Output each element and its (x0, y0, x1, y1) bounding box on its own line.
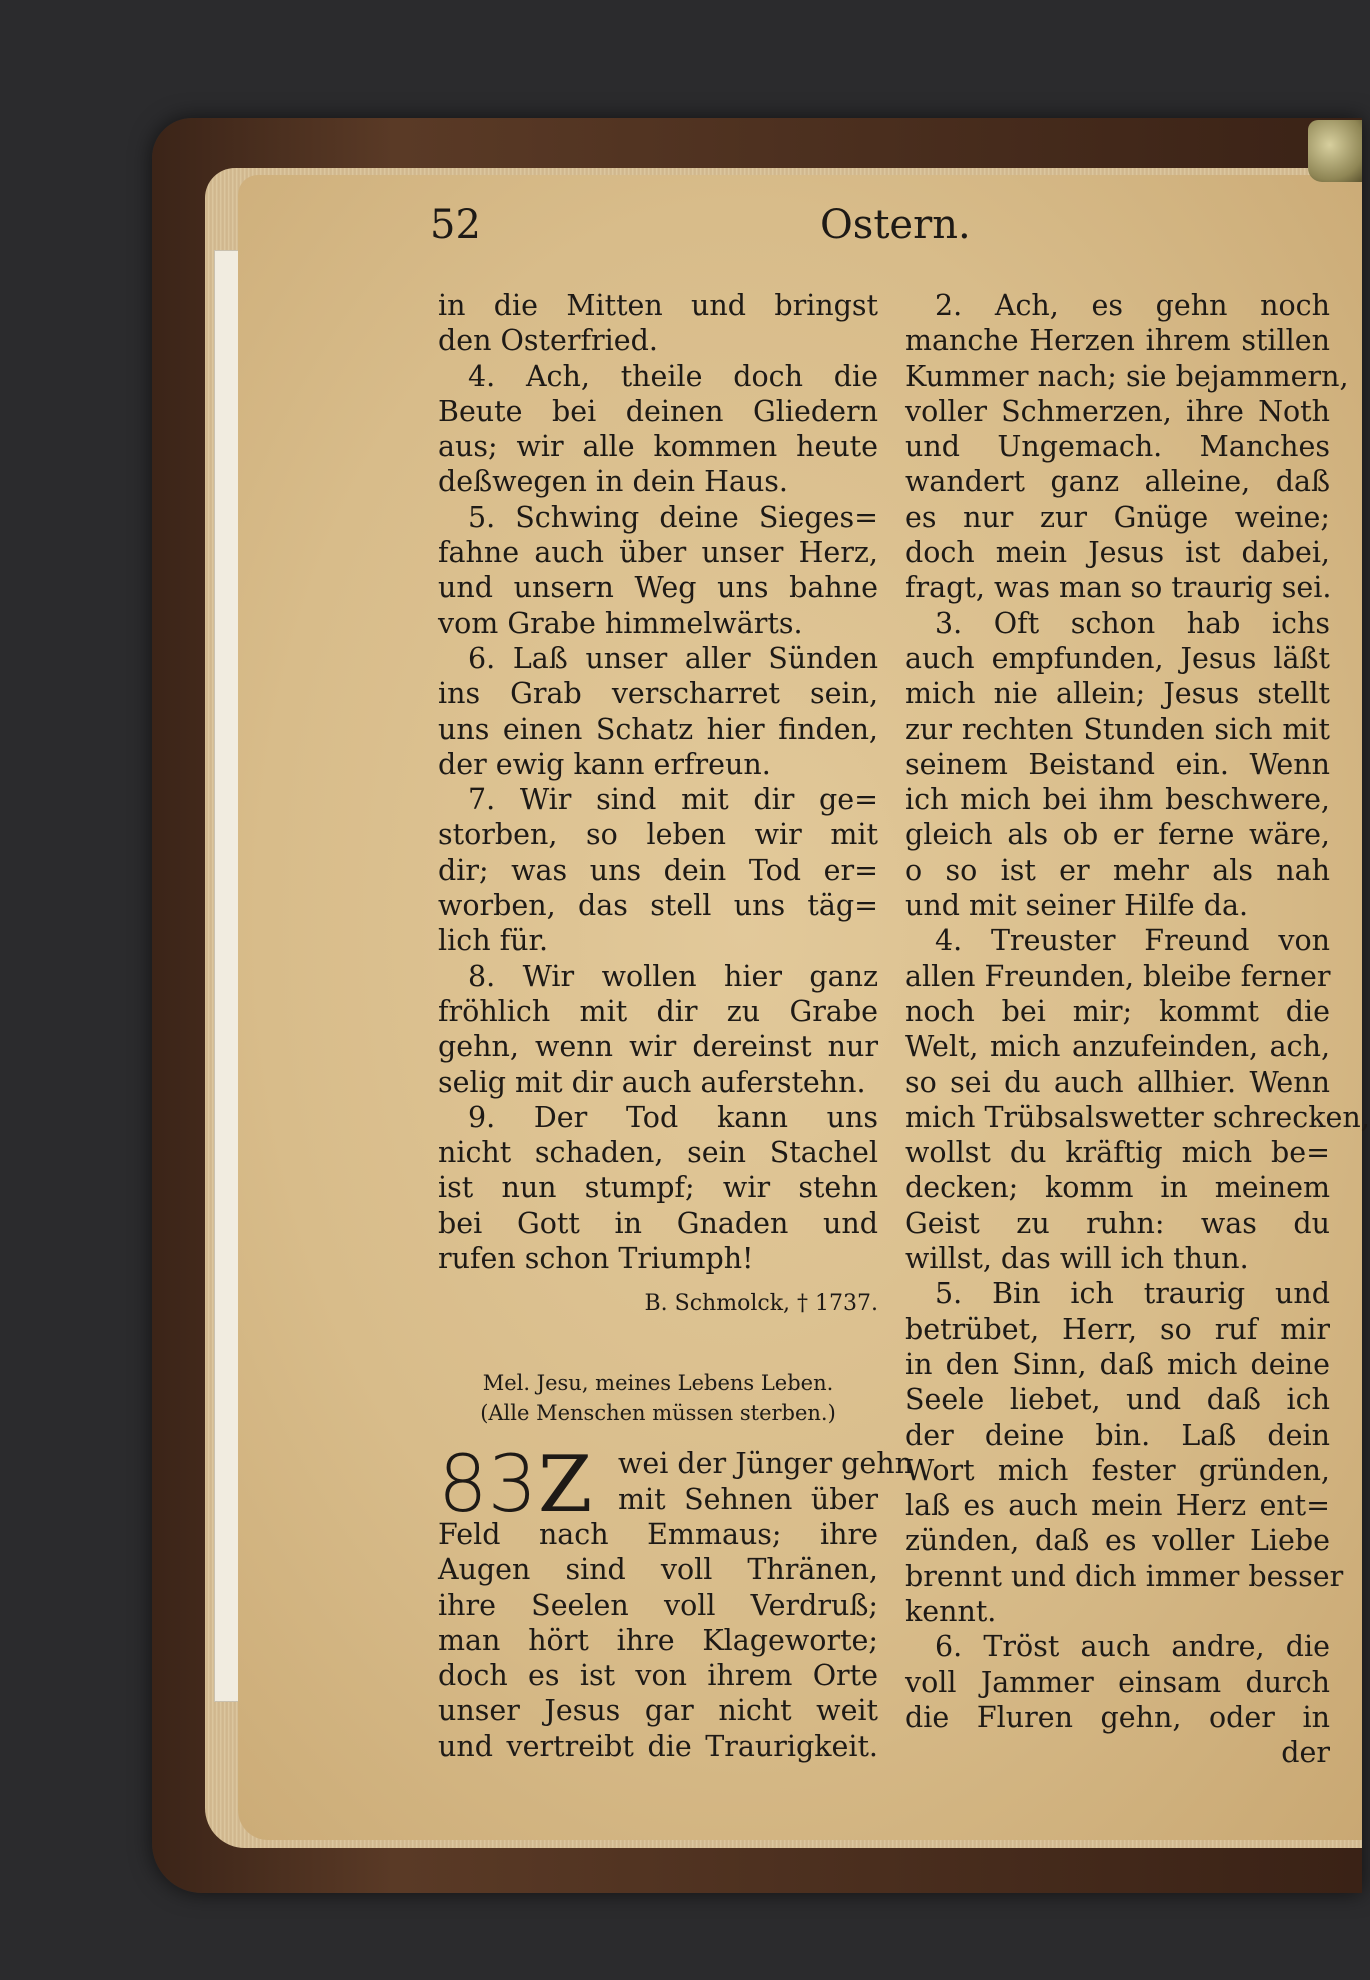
running-head: Ostern. (820, 202, 971, 248)
text-line: auch empfunden, Jesus läßt (905, 641, 1330, 675)
text-line: ist nun stumpf; wir stehn (438, 1171, 878, 1205)
text-line: 4. Ach, theile doch die (468, 359, 878, 393)
text-line: wei der Jünger gehn (618, 1447, 913, 1481)
text-line: willst, das will ich thun. (905, 1242, 1249, 1276)
text-line: und Ungemach. Manches (905, 430, 1330, 464)
text-line: 6. Tröst auch andre, die (935, 1630, 1330, 1664)
text-line: Geist zu ruhn: was du (905, 1206, 1330, 1240)
text-line: 8. Wir wollen hier ganz (468, 959, 878, 993)
text-line: allen Freunden, bleibe ferner (905, 959, 1331, 993)
hymn-83 (438, 1440, 913, 1764)
text-line: o so ist er mehr als nah (905, 853, 1330, 887)
text-line: lich für. (438, 924, 549, 958)
text-line: deßwegen in dein Haus. (438, 465, 788, 499)
text-line: 5. Bin ich traurig und (935, 1277, 1330, 1311)
text-line: brennt und dich immer besser (905, 1559, 1344, 1593)
text-line: unser Jesus gar nicht weit (438, 1694, 878, 1728)
text-line: Seele liebet, und daß ich (905, 1383, 1330, 1417)
text-line: zünden, daß es voller Liebe (905, 1524, 1330, 1558)
text-line: gleich als ob er ferne wäre, (905, 818, 1330, 852)
text-line: nicht schaden, sein Stachel (438, 1136, 878, 1170)
text-line: und unsern Weg uns bahne (438, 571, 878, 605)
text-line: 9. Der Tod kann uns (468, 1100, 878, 1134)
melody-alt-note: (Alle Menschen müssen sterben.) (480, 1401, 836, 1426)
left-column (438, 288, 913, 1764)
text-line: ich mich bei ihm beschwere, (905, 783, 1330, 817)
hymn-drop-initial: Z (538, 1440, 593, 1531)
text-line: zur rechten Stunden sich mit (905, 712, 1330, 746)
text-line: noch bei mir; kommt die (905, 994, 1330, 1028)
text-line: in den Sinn, daß mich deine (905, 1347, 1330, 1381)
text-line: Beute bei deinen Gliedern (438, 394, 878, 428)
text-line: mit Sehnen über (618, 1482, 878, 1516)
text-line: in die Mitten und bringst (438, 289, 878, 322)
text-line: ins Grab verscharret sein, (438, 677, 878, 711)
text-line: bei Gott in Gnaden und (438, 1206, 878, 1240)
text-line: Welt, mich anzufeinden, ach, (905, 1030, 1330, 1064)
text-line: Feld nach Emmaus; ihre (438, 1517, 878, 1551)
text-line: 2. Ach, es gehn noch (935, 289, 1330, 322)
text-line: uns einen Schatz hier finden, (438, 712, 878, 746)
hymn-number: 83 (438, 1440, 538, 1531)
text-line: wollst du kräftig mich be= (905, 1136, 1330, 1170)
text-line: fröhlich mit dir zu Grabe (438, 994, 878, 1028)
text-line: man hört ihre Klageworte; (438, 1623, 878, 1657)
text-line: so sei du auch allhier. Wenn (905, 1065, 1330, 1099)
text-line: aus; wir alle kommen heute (438, 430, 878, 464)
text-line: wandert ganz alleine, daß (905, 465, 1330, 499)
melody-note: Mel. Jesu, meines Lebens Leben. (482, 1371, 834, 1396)
text-line: dir; was uns dein Tod er= (438, 853, 878, 887)
text-line: und mit seiner Hilfe da. (905, 889, 1249, 923)
text-line: laß es auch mein Herz ent= (905, 1489, 1330, 1523)
text-line: fragt, was man so traurig sei. (905, 571, 1332, 605)
text-line: doch es ist von ihrem Orte (438, 1659, 878, 1693)
text-line: fahne auch über unser Herz, (438, 536, 878, 570)
text-line: 4. Treuster Freund von (935, 924, 1330, 958)
text-line: Kummer nach; sie bejammern, (905, 359, 1349, 393)
text-line: decken; komm in meinem (905, 1171, 1330, 1205)
text-line: 6. Laß unser aller Sünden (468, 641, 878, 675)
text-line: voller Schmerzen, ihre Noth (905, 394, 1330, 428)
text-line: 3. Oft schon hab ichs (935, 606, 1330, 640)
text-line: rufen schon Triumph! (438, 1242, 754, 1276)
text-line: mich nie allein; Jesus stellt (905, 677, 1330, 711)
text-line: worben, das stell uns täg= (438, 889, 878, 923)
text-line: vom Grabe himmelwärts. (438, 606, 803, 640)
text-line: manche Herzen ihrem stillen (905, 324, 1330, 358)
text-line: 7. Wir sind mit dir ge= (468, 783, 878, 817)
text-line: den Osterfried. (438, 324, 658, 358)
text-line: voll Jammer einsam durch (905, 1665, 1330, 1699)
metal-clasp (1308, 120, 1362, 182)
right-column (905, 288, 1370, 1770)
hymn-author: B. Schmolck, † 1737. (644, 1291, 878, 1317)
text-line: ihre Seelen voll Verdruß; (438, 1588, 878, 1622)
text-line: kennt. (905, 1594, 997, 1628)
text-line: Augen sind voll Thränen, (438, 1553, 878, 1587)
text-line: der deine bin. Laß dein (905, 1418, 1330, 1452)
text-line: selig mit dir auch auferstehn. (438, 1065, 866, 1099)
text-line: mich Trübsalswetter schrecken, (905, 1100, 1370, 1134)
text-line: die Fluren gehn, oder in (905, 1700, 1330, 1734)
text-line: doch mein Jesus ist dabei, (905, 536, 1330, 570)
page-header (430, 202, 1290, 262)
text-line: storben, so leben wir mit (438, 818, 878, 852)
text-line: seinem Beistand ein. Wenn (905, 747, 1330, 781)
catchword: der (1281, 1736, 1330, 1770)
text-line: gehn, wenn wir dereinst nur (438, 1030, 878, 1064)
text-line: Wort mich fester gründen, (905, 1453, 1330, 1487)
text-line: es nur zur Gnüge weine; (905, 500, 1330, 534)
text-line: 5. Schwing deine Sieges= (468, 500, 878, 534)
text-line: und vertreibt die Traurigkeit. (438, 1729, 878, 1763)
page-number: 52 (430, 202, 481, 248)
text-line: der ewig kann erfreun. (438, 747, 771, 781)
text-line: betrübet, Herr, so ruf mir (905, 1312, 1330, 1346)
